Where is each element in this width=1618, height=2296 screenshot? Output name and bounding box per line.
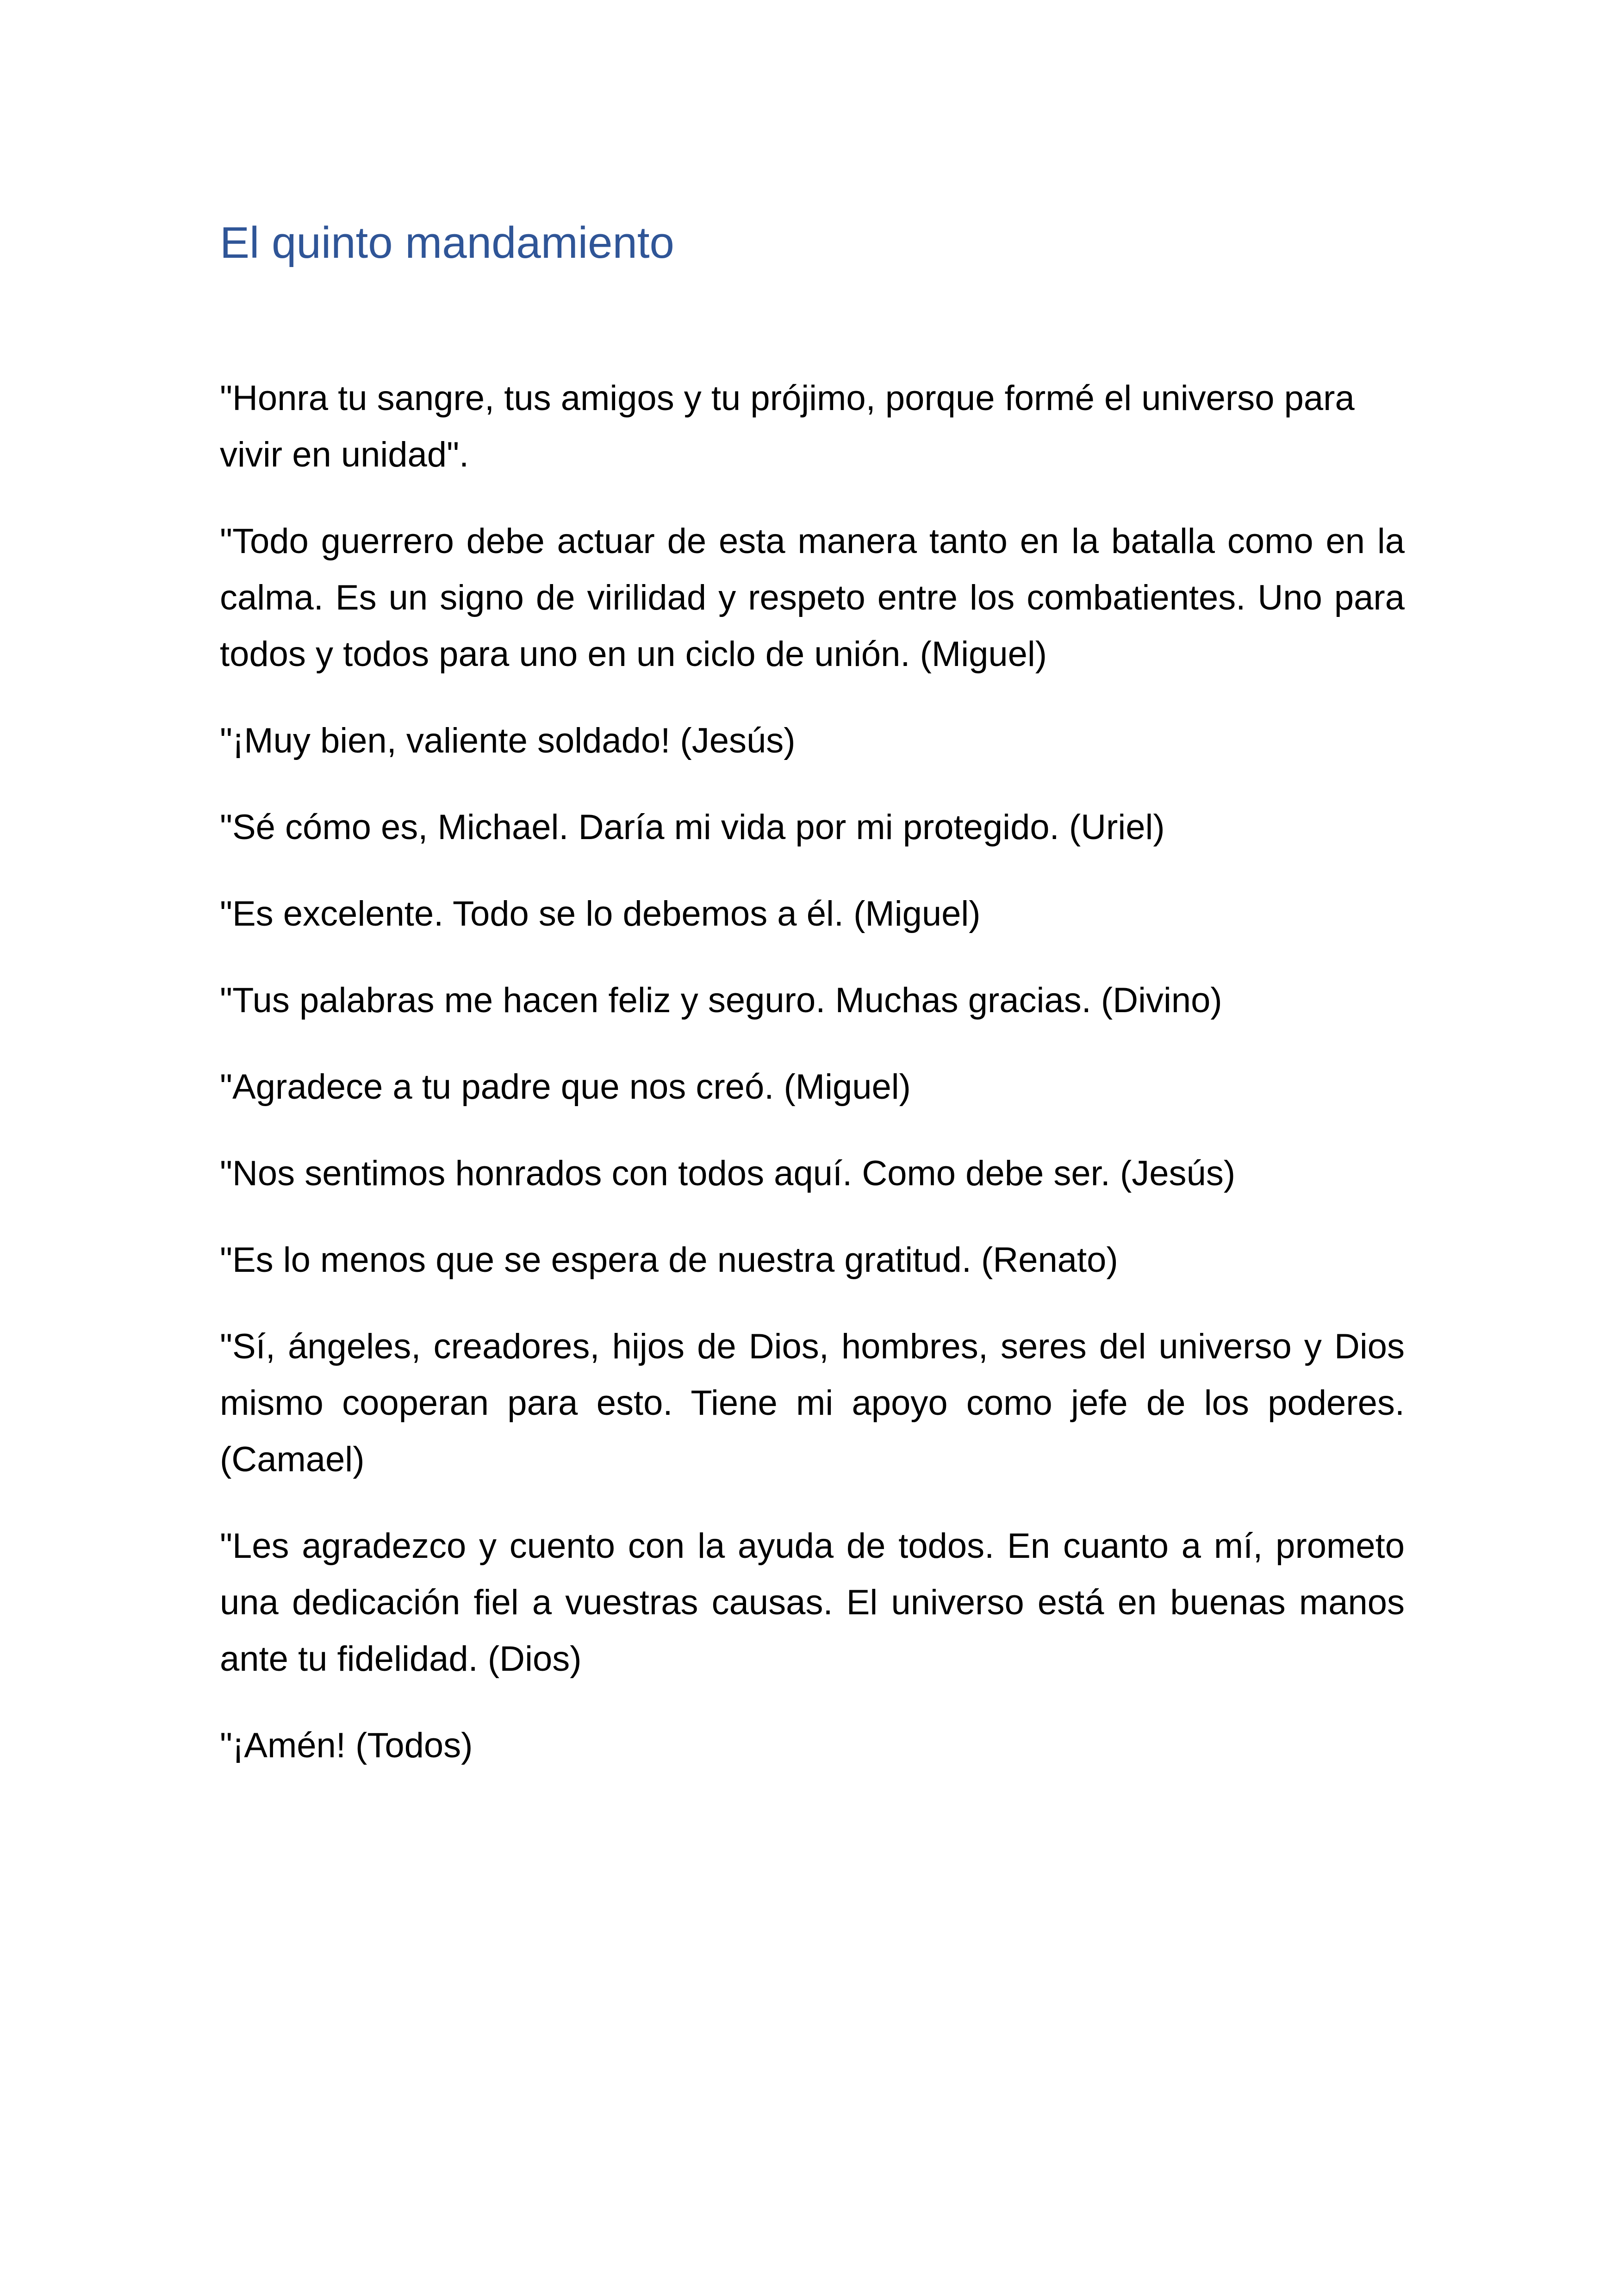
- paragraph: "Nos sentimos honrados con todos aquí. Como debe ser. (Jesús): [220, 1154, 1236, 1193]
- paragraph: "Agradece a tu padre que nos creó. (Miguel): [220, 1067, 911, 1107]
- document-body: [220, 370, 1405, 1804]
- paragraph: "Les agradezco y cuento con la ayuda de todos. En cuanto a mí, prometo una dedicación fiel a vuestras causas. El universo está en buenas manos ante tu fidelidad. (Dios): [220, 1526, 1405, 1679]
- paragraph: "Es excelente. Todo se lo debemos a él. (Miguel): [220, 894, 981, 933]
- paragraph: "Tus palabras me hacen feliz y seguro. Muchas gracias. (Divino): [220, 981, 1222, 1020]
- paragraph: "Es lo menos que se espera de nuestra gratitud. (Renato): [220, 1240, 1118, 1280]
- paragraph: "Honra tu sangre, tus amigos y tu prójimo, porque formé el universo para vivir en unidad".: [220, 379, 1355, 474]
- paragraph: "Todo guerrero debe actuar de esta manera tanto en la batalla como en la calma. Es un signo de virilidad y respeto entre los combatientes. Uno para todos y todos para uno en un ciclo de unión. (Miguel): [220, 522, 1405, 674]
- paragraph: "Sí, ángeles, creadores, hijos de Dios, hombres, seres del universo y Dios mismo cooperan para esto. Tiene mi apoyo como jefe de los poderes. (Camael): [220, 1327, 1405, 1479]
- document-title: El quinto mandamiento: [220, 218, 674, 268]
- paragraph: "¡Muy bien, valiente soldado! (Jesús): [220, 721, 796, 760]
- paragraph: "¡Amén! (Todos): [220, 1726, 473, 1765]
- paragraph: "Sé cómo es, Michael. Daría mi vida por mi protegido. (Uriel): [220, 808, 1165, 847]
